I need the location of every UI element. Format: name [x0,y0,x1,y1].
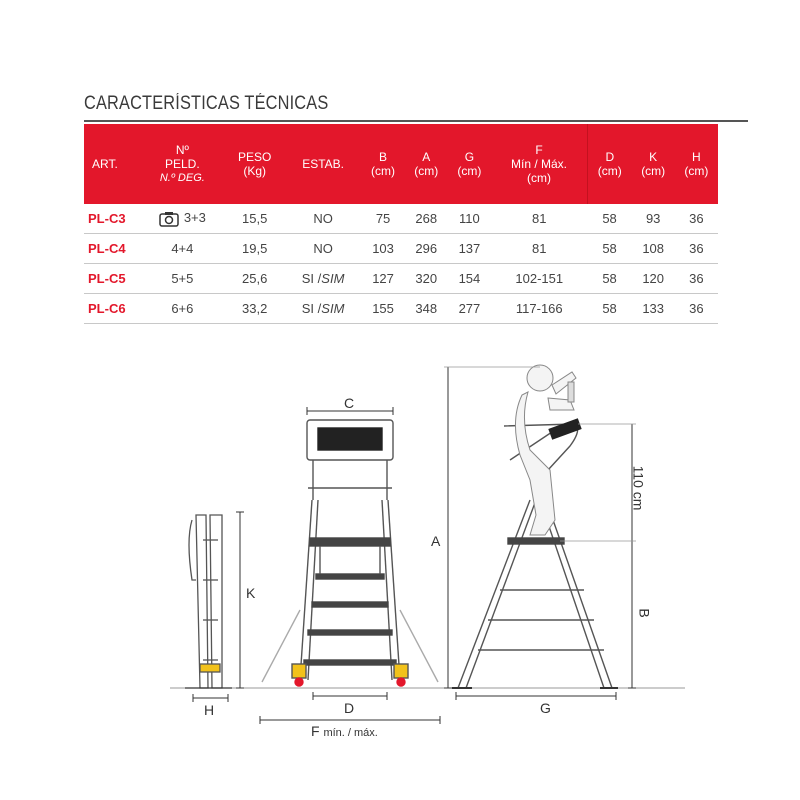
d-cell [588,234,632,264]
d-cell-value: 58 [602,211,617,226]
header-a: A (cm) [414,150,439,178]
b-cell [361,294,404,324]
g-cell-value: 154 [458,271,481,286]
label-f-group [311,723,378,739]
g-cell [448,294,491,324]
peso-cell-value: 33,2 [242,301,268,316]
header-estab: ESTAB. [302,157,344,171]
d-cell-value: 58 [602,301,617,316]
estab-main: NO [313,241,333,256]
f-cell-value: 81 [532,211,547,226]
art-cell [84,264,140,294]
d-cell [588,204,632,234]
d-cell [588,264,632,294]
art-cell-value: PL-C5 [88,271,126,286]
label-h: H [204,702,215,718]
peld-cell [140,204,225,234]
peso-cell [225,294,285,324]
peld-cell-value: 4+4 [171,241,194,256]
estab-main: SI / [301,301,322,316]
art-cell-value: PL-C4 [88,241,126,256]
table-row [84,234,718,264]
specs-table [84,124,718,324]
b-cell-value: 155 [372,301,394,316]
k-cell-value: 93 [645,211,661,226]
a-cell-value: 348 [415,301,438,316]
header-d: D (cm) [588,124,632,204]
g-cell-value: 277 [458,301,481,316]
label-a: A [431,533,441,549]
header-f: F Mín / Máx. (cm) [511,143,568,185]
label-110cm: 110 cm [630,465,647,511]
f-cell-value: 81 [532,241,547,256]
estab-cell [285,204,362,234]
header-art: ART. [92,157,118,171]
f-cell-value: 102-151 [515,271,564,286]
peso-cell-value: 15,5 [242,211,268,226]
d-cell-value: 58 [602,241,617,256]
b-cell [361,234,404,264]
estab-main: SI / [301,271,322,286]
g-cell-value: 137 [458,241,481,256]
label-b: B [636,608,653,618]
estab-alt: SIM [321,301,345,316]
h-cell-value: 36 [689,241,704,256]
peld-cell-value: 5+5 [171,271,194,286]
k-cell [632,234,675,264]
peld-cell-value: 6+6 [171,301,194,316]
h-cell [675,204,718,234]
h-cell [675,234,718,264]
g-cell-value: 110 [459,211,480,226]
h-cell [675,294,718,324]
k-cell [632,264,675,294]
art-cell-value: PL-C3 [88,211,126,226]
h-cell [675,264,718,294]
estab-cell [285,294,362,324]
label-k: K [246,585,256,601]
header-g: G (cm) [457,150,482,178]
front-ladder [262,420,441,686]
peso-cell [225,204,285,234]
estab-alt: SIM [321,271,345,286]
f-cell [491,204,588,234]
a-cell [405,294,448,324]
header-peld: Nº PELD. N.º DEG. [159,143,205,184]
k-cell-value: 108 [642,241,665,256]
h-cell-value: 36 [689,271,704,286]
label-f-sub: mín. / máx. [323,727,378,739]
b-cell-value: 75 [375,211,391,226]
b-cell [361,204,404,234]
table-header-row [84,124,718,204]
k-cell [632,294,675,324]
peld-cell [140,294,225,324]
art-cell-value: PL-C6 [88,301,126,316]
b-cell [361,264,404,294]
d-cell-value: 58 [602,271,617,286]
a-cell [405,234,448,264]
title-divider [84,120,748,122]
a-cell-value: 320 [415,271,438,286]
k-cell [632,204,675,234]
art-cell [84,294,140,324]
g-cell [448,264,491,294]
peso-cell [225,234,285,264]
estab-cell [285,234,362,264]
camera-icon [159,211,179,227]
h-cell-value: 36 [689,211,704,226]
label-c: C [344,395,355,411]
peso-cell-value: 25,6 [242,271,268,286]
b-cell-value: 127 [372,271,394,286]
table-row [84,204,718,234]
label-f: F [311,723,320,739]
a-cell [405,264,448,294]
peld-cell [140,234,225,264]
estab-cell [285,264,362,294]
a-cell-value: 296 [415,241,438,256]
table-row [84,264,718,294]
header-k: K (cm) [641,150,666,178]
estab-main: NO [313,211,333,226]
art-cell [84,204,140,234]
peso-cell-value: 19,5 [242,241,268,256]
art-cell [84,234,140,264]
peld-cell-value: 3+3 [183,210,206,226]
label-g: G [540,700,551,716]
f-cell [491,234,588,264]
f-cell [491,294,588,324]
header-peso: PESO (Kg) [238,150,272,178]
table-row [84,294,718,324]
k-cell-value: 120 [642,271,665,286]
header-h: H (cm) [684,150,709,178]
peso-cell [225,264,285,294]
d-cell [588,294,632,324]
ladder-diagram [160,350,700,750]
label-d: D [344,700,355,716]
a-cell-value: 268 [415,211,438,226]
k-cell-value: 133 [642,301,665,316]
g-cell [448,204,491,234]
f-cell [491,264,588,294]
section-title: CARACTERÍSTICAS TÉCNICAS [84,93,329,114]
peld-cell [140,264,225,294]
g-cell [448,234,491,264]
b-cell-value: 103 [372,241,394,256]
folded-ladder [185,515,232,688]
f-cell-value: 117-166 [515,301,563,316]
h-cell-value: 36 [689,301,704,316]
a-cell [405,204,448,234]
header-b: B (cm) [371,150,396,178]
